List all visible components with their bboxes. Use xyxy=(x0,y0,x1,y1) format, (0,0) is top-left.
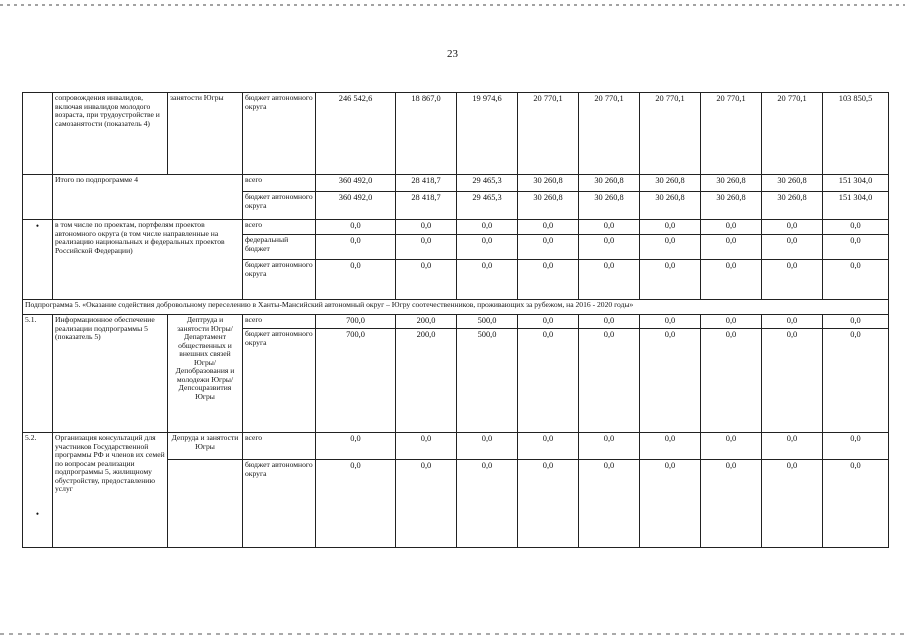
value-cell: 30 260,8 xyxy=(640,175,701,192)
executor-cell: Дептруда и занятости Югры/ Департамент общественных и внешних связей Югры/Депобразования и молодежи Югры/ Депсоцразвития Югры xyxy=(168,315,243,433)
row-number: 5.2. xyxy=(25,433,37,442)
table-row xyxy=(23,93,889,175)
value-cell: 0,0 xyxy=(823,329,889,433)
value-cell: 360 492,0 xyxy=(316,192,396,220)
scan-edge-bottom xyxy=(0,633,905,635)
row-number-cell xyxy=(23,433,53,548)
funding-source-cell: всего xyxy=(243,220,316,235)
value-cell: 0,0 xyxy=(518,220,579,235)
value-cell: 200,0 xyxy=(396,329,457,433)
value-cell: 0,0 xyxy=(396,235,457,260)
value-cell: 500,0 xyxy=(457,315,518,329)
value-cell: 151 304,0 xyxy=(823,192,889,220)
value-cell: 0,0 xyxy=(316,460,396,548)
executor-empty-cell xyxy=(168,460,243,548)
value-cell: 0,0 xyxy=(762,315,823,329)
row-number-cell xyxy=(23,175,53,220)
value-cell: 0,0 xyxy=(518,329,579,433)
funding-source-cell: бюджет автономного округа xyxy=(243,329,316,433)
value-cell: 0,0 xyxy=(640,329,701,433)
value-cell: 0,0 xyxy=(396,460,457,548)
total-label-cell: Итого по подпрограмме 4 xyxy=(53,175,243,220)
value-cell: 0,0 xyxy=(396,433,457,460)
value-cell: 0,0 xyxy=(640,235,701,260)
value-cell: 0,0 xyxy=(762,433,823,460)
bullet-marker: • xyxy=(35,508,40,519)
scan-edge-top xyxy=(0,4,905,6)
value-cell: 30 260,8 xyxy=(579,175,640,192)
value-cell: 0,0 xyxy=(823,235,889,260)
value-cell: 0,0 xyxy=(316,235,396,260)
value-cell: 0,0 xyxy=(640,220,701,235)
value-cell: 0,0 xyxy=(457,220,518,235)
value-cell: 0,0 xyxy=(579,433,640,460)
value-cell: 30 260,8 xyxy=(762,175,823,192)
value-cell: 30 260,8 xyxy=(762,192,823,220)
executor-cell: занятости Югры xyxy=(168,93,243,175)
value-cell: 30 260,8 xyxy=(518,192,579,220)
page-number: 23 xyxy=(447,48,458,60)
value-cell: 0,0 xyxy=(701,260,762,300)
value-cell: 360 492,0 xyxy=(316,175,396,192)
value-cell: 0,0 xyxy=(579,235,640,260)
value-cell: 0,0 xyxy=(316,260,396,300)
value-cell: 200,0 xyxy=(396,315,457,329)
funding-source-cell: бюджет автономного округа xyxy=(243,192,316,220)
value-cell: 28 418,7 xyxy=(396,192,457,220)
value-cell: 30 260,8 xyxy=(701,175,762,192)
value-cell: 0,0 xyxy=(823,220,889,235)
value-cell: 0,0 xyxy=(640,433,701,460)
table-row xyxy=(23,300,889,315)
value-cell: 0,0 xyxy=(316,433,396,460)
value-cell: 20 770,1 xyxy=(640,93,701,175)
value-cell: 0,0 xyxy=(640,460,701,548)
value-cell: 18 867,0 xyxy=(396,93,457,175)
value-cell: 151 304,0 xyxy=(823,175,889,192)
value-cell: 0,0 xyxy=(823,260,889,300)
value-cell: 30 260,8 xyxy=(701,192,762,220)
value-cell: 0,0 xyxy=(762,220,823,235)
value-cell: 700,0 xyxy=(316,329,396,433)
event-name-cell: Организация консультаций для участников Государственной программы РФ и членов их семей по вопросам реализации подпрограммы 5, жилищному обустройству, предоставлению услуг xyxy=(53,433,168,548)
value-cell: 0,0 xyxy=(701,329,762,433)
value-cell: 0,0 xyxy=(518,315,579,329)
value-cell: 0,0 xyxy=(396,220,457,235)
value-cell: 29 465,3 xyxy=(457,192,518,220)
value-cell: 0,0 xyxy=(701,220,762,235)
funding-source-cell: бюджет автономного округа xyxy=(243,93,316,175)
value-cell: 29 465,3 xyxy=(457,175,518,192)
funding-source-cell: бюджет автономного округа xyxy=(243,260,316,300)
value-cell: 0,0 xyxy=(396,260,457,300)
value-cell: 246 542,6 xyxy=(316,93,396,175)
value-cell: 20 770,1 xyxy=(579,93,640,175)
value-cell: 0,0 xyxy=(579,315,640,329)
value-cell: 0,0 xyxy=(762,460,823,548)
row-number-cell xyxy=(23,93,53,175)
value-cell: 0,0 xyxy=(640,315,701,329)
value-cell: 0,0 xyxy=(701,315,762,329)
value-cell: 0,0 xyxy=(518,433,579,460)
table-row xyxy=(23,220,889,235)
value-cell: 0,0 xyxy=(457,433,518,460)
funding-source-cell: всего xyxy=(243,433,316,460)
value-cell: 0,0 xyxy=(518,260,579,300)
row-number-cell: 5.1. xyxy=(23,315,53,433)
table-row xyxy=(23,433,889,460)
value-cell: 20 770,1 xyxy=(701,93,762,175)
value-cell: 0,0 xyxy=(518,460,579,548)
funding-source-cell: всего xyxy=(243,175,316,192)
table-row xyxy=(23,175,889,192)
value-cell: 0,0 xyxy=(762,329,823,433)
value-cell: 19 974,6 xyxy=(457,93,518,175)
value-cell: 0,0 xyxy=(457,460,518,548)
value-cell: 20 770,1 xyxy=(762,93,823,175)
bullet-marker: • xyxy=(23,220,53,300)
subprogram-5-title: Подпрограмма 5. «Оказание содействия добровольному переселению в Ханты-Мансийский автономный округ – Югру соотечественников, проживающих за рубежом, на 2016 - 2020 годы» xyxy=(23,300,889,315)
value-cell: 0,0 xyxy=(640,260,701,300)
value-cell: 30 260,8 xyxy=(640,192,701,220)
value-cell: 0,0 xyxy=(701,235,762,260)
value-cell: 0,0 xyxy=(701,433,762,460)
value-cell: 0,0 xyxy=(762,260,823,300)
value-cell: 700,0 xyxy=(316,315,396,329)
value-cell: 0,0 xyxy=(762,235,823,260)
funding-source-cell: всего xyxy=(243,315,316,329)
value-cell: 0,0 xyxy=(579,260,640,300)
value-cell: 0,0 xyxy=(316,220,396,235)
funding-source-cell: бюджет автономного округа xyxy=(243,460,316,548)
value-cell: 30 260,8 xyxy=(579,192,640,220)
funding-source-cell: федеральный бюджет xyxy=(243,235,316,260)
value-cell: 0,0 xyxy=(457,235,518,260)
executor-cell: Депруда и занятости Югры xyxy=(168,433,243,460)
value-cell: 103 850,5 xyxy=(823,93,889,175)
value-cell: 0,0 xyxy=(457,260,518,300)
value-cell: 20 770,1 xyxy=(518,93,579,175)
event-name-cell: Информационное обеспечение реализации подпрограммы 5 (показатель 5) xyxy=(53,315,168,433)
value-cell: 0,0 xyxy=(823,460,889,548)
value-cell: 0,0 xyxy=(579,220,640,235)
projects-label-cell: в том числе по проектам, портфелям проектов автономного округа (в том числе направленные на реализацию национальных и федеральных проектов Российской Федерации) xyxy=(53,220,243,300)
table-row xyxy=(23,315,889,329)
value-cell: 500,0 xyxy=(457,329,518,433)
value-cell: 30 260,8 xyxy=(518,175,579,192)
value-cell: 28 418,7 xyxy=(396,175,457,192)
value-cell: 0,0 xyxy=(579,329,640,433)
budget-table xyxy=(22,92,889,548)
value-cell: 0,0 xyxy=(579,460,640,548)
value-cell: 0,0 xyxy=(823,315,889,329)
value-cell: 0,0 xyxy=(518,235,579,260)
value-cell: 0,0 xyxy=(701,460,762,548)
event-name-cell: сопровождения инвалидов, включая инвалидов молодого возраста, при трудоустройстве и самозанятости (показатель 4) xyxy=(53,93,168,175)
value-cell: 0,0 xyxy=(823,433,889,460)
